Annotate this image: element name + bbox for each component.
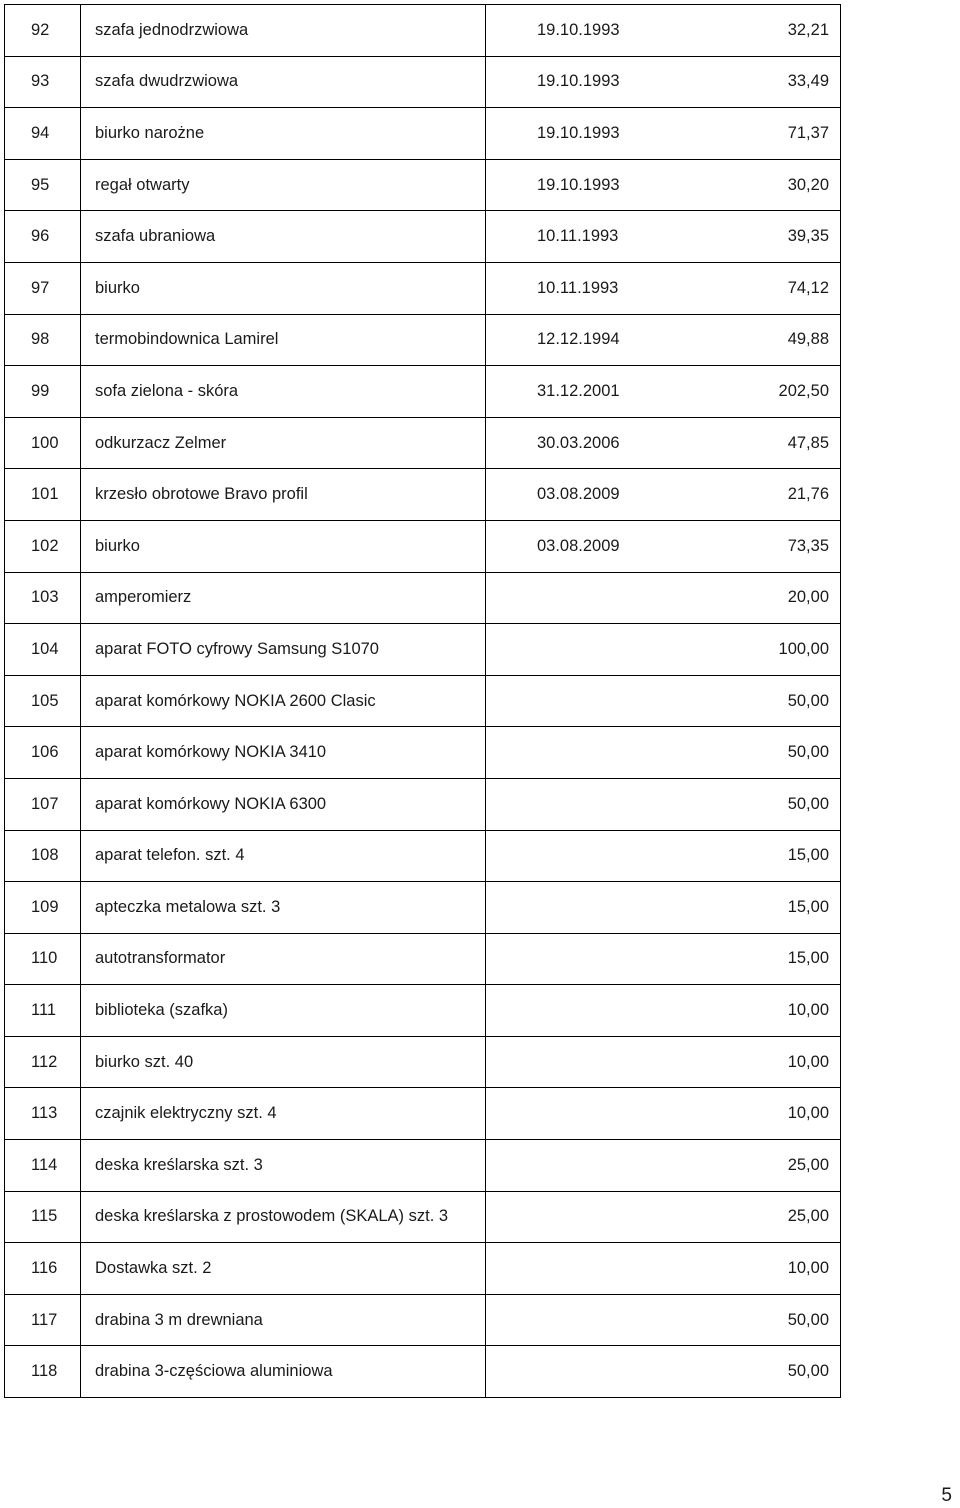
item-value-cell: 50,00: [588, 1294, 841, 1346]
item-name-cell: sofa zielona - skóra: [81, 366, 486, 418]
item-value-cell: 202,50: [588, 366, 841, 418]
row-number-cell: 92: [5, 5, 81, 57]
table-row: [5, 882, 841, 934]
item-name-cell: biurko: [81, 262, 486, 314]
table-row: [5, 1191, 841, 1243]
acquisition-date-cell: [486, 882, 588, 934]
item-name-cell: Dostawka szt. 2: [81, 1243, 486, 1295]
table-row: [5, 1243, 841, 1295]
row-number-cell: 107: [5, 778, 81, 830]
row-number-cell: 105: [5, 675, 81, 727]
item-value-cell: 39,35: [588, 211, 841, 263]
item-name-cell: biurko narożne: [81, 108, 486, 160]
table-row: [5, 56, 841, 108]
item-value-cell: 100,00: [588, 624, 841, 676]
item-value-cell: 10,00: [588, 985, 841, 1037]
row-number-cell: 100: [5, 417, 81, 469]
table-row: [5, 1346, 841, 1398]
item-value-cell: 50,00: [588, 675, 841, 727]
row-number-cell: 96: [5, 211, 81, 263]
acquisition-date-cell: 19.10.1993: [486, 56, 588, 108]
item-name-cell: szafa ubraniowa: [81, 211, 486, 263]
row-number-cell: 102: [5, 520, 81, 572]
table-row: [5, 675, 841, 727]
item-name-cell: deska kreślarska szt. 3: [81, 1140, 486, 1192]
item-value-cell: 25,00: [588, 1191, 841, 1243]
item-name-cell: krzesło obrotowe Bravo profil: [81, 469, 486, 521]
item-value-cell: 71,37: [588, 108, 841, 160]
item-value-cell: 74,12: [588, 262, 841, 314]
table-row: [5, 469, 841, 521]
item-name-cell: biurko: [81, 520, 486, 572]
item-name-cell: deska kreślarska z prostowodem (SKALA) szt. 3: [81, 1191, 486, 1243]
item-value-cell: 25,00: [588, 1140, 841, 1192]
row-number-cell: 118: [5, 1346, 81, 1398]
table-row: [5, 1294, 841, 1346]
item-value-cell: 32,21: [588, 5, 841, 57]
row-number-cell: 104: [5, 624, 81, 676]
acquisition-date-cell: [486, 1346, 588, 1398]
acquisition-date-cell: 19.10.1993: [486, 108, 588, 160]
acquisition-date-cell: 31.12.2001: [486, 366, 588, 418]
table-row: [5, 366, 841, 418]
acquisition-date-cell: 19.10.1993: [486, 5, 588, 57]
acquisition-date-cell: [486, 1088, 588, 1140]
table-row: [5, 1036, 841, 1088]
item-name-cell: szafa dwudrzwiowa: [81, 56, 486, 108]
table-row: [5, 624, 841, 676]
item-name-cell: drabina 3-częściowa aluminiowa: [81, 1346, 486, 1398]
row-number-cell: 111: [5, 985, 81, 1037]
table-row: [5, 830, 841, 882]
item-value-cell: 15,00: [588, 933, 841, 985]
item-value-cell: 21,76: [588, 469, 841, 521]
table-row: [5, 727, 841, 779]
item-value-cell: 50,00: [588, 1346, 841, 1398]
acquisition-date-cell: [486, 727, 588, 779]
item-name-cell: aparat komórkowy NOKIA 2600 Clasic: [81, 675, 486, 727]
item-value-cell: 30,20: [588, 159, 841, 211]
item-value-cell: 33,49: [588, 56, 841, 108]
item-name-cell: odkurzacz Zelmer: [81, 417, 486, 469]
row-number-cell: 99: [5, 366, 81, 418]
table-row: [5, 211, 841, 263]
row-number-cell: 98: [5, 314, 81, 366]
table-row: [5, 933, 841, 985]
table-row: [5, 108, 841, 160]
acquisition-date-cell: [486, 1140, 588, 1192]
item-name-cell: drabina 3 m drewniana: [81, 1294, 486, 1346]
acquisition-date-cell: 10.11.1993: [486, 211, 588, 263]
acquisition-date-cell: [486, 1243, 588, 1295]
acquisition-date-cell: [486, 933, 588, 985]
acquisition-date-cell: [486, 1036, 588, 1088]
acquisition-date-cell: [486, 1294, 588, 1346]
item-name-cell: aparat komórkowy NOKIA 3410: [81, 727, 486, 779]
row-number-cell: 108: [5, 830, 81, 882]
acquisition-date-cell: [486, 830, 588, 882]
acquisition-date-cell: 10.11.1993: [486, 262, 588, 314]
row-number-cell: 103: [5, 572, 81, 624]
item-value-cell: 15,00: [588, 830, 841, 882]
item-value-cell: 10,00: [588, 1088, 841, 1140]
item-name-cell: biblioteka (szafka): [81, 985, 486, 1037]
item-name-cell: aparat FOTO cyfrowy Samsung S1070: [81, 624, 486, 676]
item-name-cell: amperomierz: [81, 572, 486, 624]
row-number-cell: 117: [5, 1294, 81, 1346]
row-number-cell: 113: [5, 1088, 81, 1140]
item-value-cell: 50,00: [588, 727, 841, 779]
item-name-cell: aparat telefon. szt. 4: [81, 830, 486, 882]
item-name-cell: szafa jednodrzwiowa: [81, 5, 486, 57]
acquisition-date-cell: [486, 1191, 588, 1243]
item-name-cell: regał otwarty: [81, 159, 486, 211]
row-number-cell: 106: [5, 727, 81, 779]
table-row: [5, 314, 841, 366]
row-number-cell: 97: [5, 262, 81, 314]
item-name-cell: termobindownica Lamirel: [81, 314, 486, 366]
row-number-cell: 112: [5, 1036, 81, 1088]
table-row: [5, 159, 841, 211]
item-name-cell: autotransformator: [81, 933, 486, 985]
acquisition-date-cell: 12.12.1994: [486, 314, 588, 366]
item-name-cell: apteczka metalowa szt. 3: [81, 882, 486, 934]
table-row: [5, 262, 841, 314]
item-value-cell: 20,00: [588, 572, 841, 624]
page-number: 5: [941, 1485, 952, 1506]
inventory-table-body: [5, 5, 841, 1398]
table-row: [5, 985, 841, 1037]
acquisition-date-cell: [486, 985, 588, 1037]
row-number-cell: 101: [5, 469, 81, 521]
item-value-cell: 15,00: [588, 882, 841, 934]
row-number-cell: 109: [5, 882, 81, 934]
item-value-cell: 10,00: [588, 1243, 841, 1295]
acquisition-date-cell: [486, 572, 588, 624]
table-row: [5, 1140, 841, 1192]
table-row: [5, 572, 841, 624]
item-name-cell: czajnik elektryczny szt. 4: [81, 1088, 486, 1140]
inventory-table: [4, 4, 841, 1398]
table-row: [5, 417, 841, 469]
row-number-cell: 114: [5, 1140, 81, 1192]
row-number-cell: 94: [5, 108, 81, 160]
table-row: [5, 1088, 841, 1140]
item-name-cell: aparat komórkowy NOKIA 6300: [81, 778, 486, 830]
row-number-cell: 93: [5, 56, 81, 108]
item-value-cell: 73,35: [588, 520, 841, 572]
row-number-cell: 110: [5, 933, 81, 985]
item-value-cell: 10,00: [588, 1036, 841, 1088]
acquisition-date-cell: 30.03.2006: [486, 417, 588, 469]
acquisition-date-cell: 03.08.2009: [486, 469, 588, 521]
row-number-cell: 95: [5, 159, 81, 211]
item-value-cell: 47,85: [588, 417, 841, 469]
item-name-cell: biurko szt. 40: [81, 1036, 486, 1088]
row-number-cell: 115: [5, 1191, 81, 1243]
table-row: [5, 520, 841, 572]
row-number-cell: 116: [5, 1243, 81, 1295]
acquisition-date-cell: [486, 778, 588, 830]
table-row: [5, 778, 841, 830]
table-row: [5, 5, 841, 57]
item-value-cell: 49,88: [588, 314, 841, 366]
acquisition-date-cell: 19.10.1993: [486, 159, 588, 211]
acquisition-date-cell: [486, 675, 588, 727]
acquisition-date-cell: 03.08.2009: [486, 520, 588, 572]
item-value-cell: 50,00: [588, 778, 841, 830]
acquisition-date-cell: [486, 624, 588, 676]
